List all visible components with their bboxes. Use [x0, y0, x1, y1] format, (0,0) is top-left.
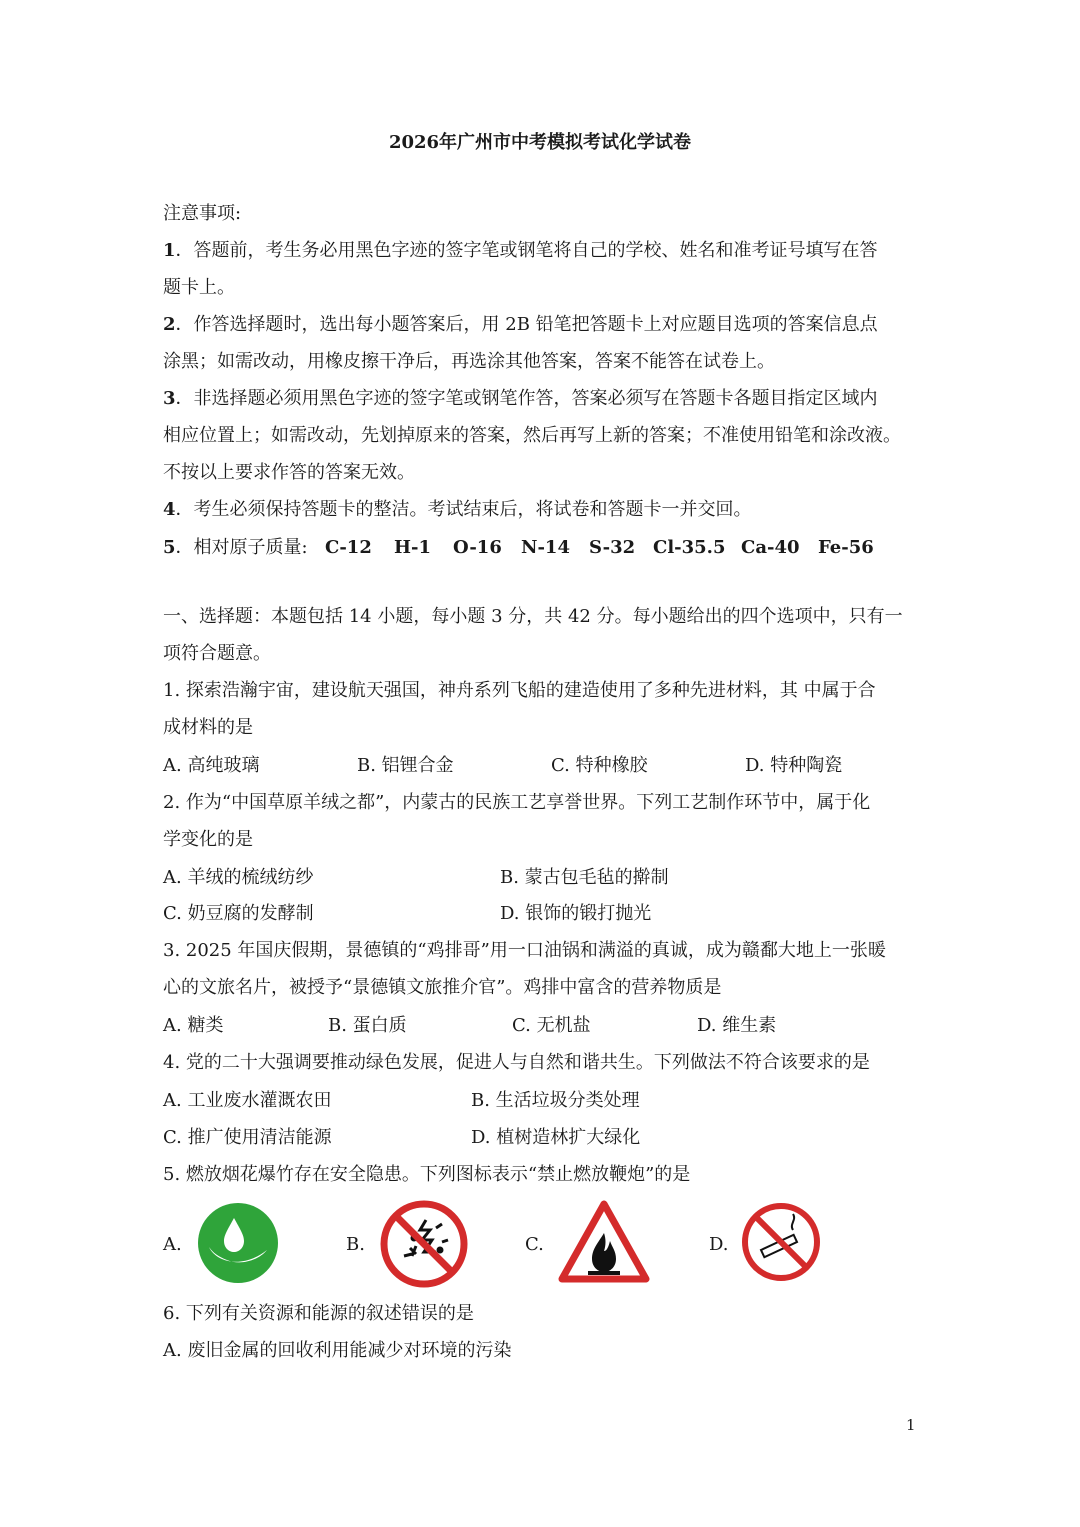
question-3-option-b[interactable]: B. 蛋白质 — [328, 1015, 407, 1036]
note-1-line-2: 题卡上。 — [163, 277, 235, 298]
question-1-line-1: 1. 探索浩瀚宇宙，建设航天强国，神舟系列飞船的建造使用了多种先进材料，其 中属于合 — [163, 680, 876, 701]
note-3-text: 非选择题必须用黑色字迹的签字笔或钢笔作答，答案必须写在答题卡各题目指定区域内 — [193, 388, 878, 409]
question-4-option-d[interactable]: D. 植树造林扩大绿化 — [471, 1127, 641, 1148]
question-1-option-a[interactable]: A. 高纯玻璃 — [163, 755, 260, 776]
note-5-lead: 相对原子质量: — [193, 537, 308, 558]
question-4-line-1: 4. 党的二十大强调要推动绿色发展，促进人与自然和谐共生。下列做法不符合该要求的是 — [163, 1052, 870, 1073]
flammable-warning-icon — [558, 1199, 650, 1285]
note-4-line-1: 4．考生必须保持答题卡的整洁。考试结束后，将试卷和答题卡一并交回。 — [163, 499, 752, 520]
exam-title: 2026年广州市中考模拟考试化学试卷 — [388, 132, 692, 153]
note-2-number: 2 — [163, 314, 176, 335]
note-4-text: 考生必须保持答题卡的整洁。考试结束后，将试卷和答题卡一并交回。 — [193, 499, 752, 520]
note-2-line-1: 2．作答选择题时，选出每小题答案后，用 2B 铅笔把答题卡上对应题目选项的答案信息点 — [163, 314, 878, 335]
question-3-option-a[interactable]: A. 糖类 — [163, 1015, 224, 1036]
atomic-mass-c: C-12 — [325, 537, 372, 558]
question-5-label-c: C. — [525, 1234, 544, 1255]
question-5-line-1: 5. 燃放烟花爆竹存在安全隐患。下列图标表示“禁止燃放鞭炮”的是 — [163, 1164, 691, 1185]
note-3-line-3: 不按以上要求作答的答案无效。 — [163, 462, 415, 483]
question-2-option-c[interactable]: C. 奶豆腐的发酵制 — [163, 903, 314, 924]
question-2-line-1: 2. 作为“中国草原羊绒之都”，内蒙古的民族工艺享誉世界。下列工艺制作环节中，属于化 — [163, 792, 871, 813]
notes-heading: 注意事项: — [163, 203, 242, 224]
section-heading-line-1: 一、选择题：本题包括 14 小题，每小题 3 分，共 42 分。每小题给出的四个选项中，只有一 — [163, 606, 903, 627]
no-firecrackers-icon — [380, 1200, 468, 1288]
note-3-line-2: 相应位置上；如需改动，先划掉原来的答案，然后再写上新的答案；不准使用铅笔和涂改液。 — [163, 425, 901, 446]
page-number: 1 — [906, 1416, 916, 1434]
note-1-text: 答题前，考生务必用黑色字迹的签字笔或钢笔将自己的学校、姓名和准考证号填写在答 — [193, 240, 878, 261]
note-5-atomic-masses: 5．相对原子质量: C-12 H-1 O-16 N-14 S-32 Cl-35.5 Ca-40 Fe-56 — [163, 537, 874, 558]
question-5-option-d[interactable] — [741, 1202, 821, 1286]
water-saving-icon — [197, 1202, 279, 1284]
atomic-mass-ca: Ca-40 — [741, 537, 800, 558]
question-3-option-d[interactable]: D. 维生素 — [697, 1015, 777, 1036]
question-1-line-2: 成材料的是 — [163, 717, 253, 738]
question-4-option-c[interactable]: C. 推广使用清洁能源 — [163, 1127, 332, 1148]
note-2-line-2: 涂黑；如需改动，用橡皮擦干净后，再选涂其他答案，答案不能答在试卷上。 — [163, 351, 775, 372]
question-1-option-c[interactable]: C. 特种橡胶 — [551, 755, 648, 776]
atomic-mass-o: O-16 — [453, 537, 502, 558]
note-4-number: 4 — [163, 499, 176, 520]
question-5-label-d: D. — [709, 1234, 729, 1255]
question-2-option-b[interactable]: B. 蒙古包毛毡的擀制 — [500, 867, 669, 888]
question-5-option-a[interactable] — [197, 1202, 279, 1288]
note-1-number: 1 — [163, 240, 176, 261]
question-2-line-2: 学变化的是 — [163, 829, 253, 850]
question-1-option-d[interactable]: D. 特种陶瓷 — [745, 755, 843, 776]
question-1-option-b[interactable]: B. 铝锂合金 — [357, 755, 454, 776]
note-1-line-1: 1．答题前，考生务必用黑色字迹的签字笔或钢笔将自己的学校、姓名和准考证号填写在答 — [163, 240, 878, 261]
note-2-text: 作答选择题时，选出每小题答案后，用 2B 铅笔把答题卡上对应题目选项的答案信息点 — [193, 314, 878, 335]
question-4-option-a[interactable]: A. 工业废水灌溉农田 — [163, 1090, 332, 1111]
question-3-option-c[interactable]: C. 无机盐 — [512, 1015, 591, 1036]
atomic-mass-cl: Cl-35.5 — [653, 537, 726, 558]
question-2-option-a[interactable]: A. 羊绒的梳绒纺纱 — [163, 867, 314, 888]
question-4-option-b[interactable]: B. 生活垃圾分类处理 — [471, 1090, 640, 1111]
atomic-mass-fe: Fe-56 — [818, 537, 874, 558]
question-3-line-1: 3. 2025 年国庆假期，景德镇的“鸡排哥”用一口油锅和满溢的真诚，成为赣鄱大地上一张暖 — [163, 940, 886, 961]
no-smoking-icon — [741, 1202, 821, 1282]
question-2-option-d[interactable]: D. 银饰的锻打抛光 — [500, 903, 652, 924]
question-5-label-a: A. — [163, 1234, 182, 1255]
atomic-mass-h: H-1 — [394, 537, 432, 558]
question-5-option-b[interactable] — [380, 1200, 468, 1292]
note-3-line-1: 3．非选择题必须用黑色字迹的签字笔或钢笔作答，答案必须写在答题卡各题目指定区域内 — [163, 388, 878, 409]
question-6-option-a[interactable]: A. 废旧金属的回收利用能减少对环境的污染 — [163, 1340, 512, 1361]
note-5-number: 5 — [163, 537, 176, 558]
atomic-mass-s: S-32 — [589, 537, 636, 558]
atomic-mass-n: N-14 — [521, 537, 570, 558]
section-heading-line-2: 项符合题意。 — [163, 643, 271, 664]
question-5-option-c[interactable] — [558, 1199, 650, 1289]
note-3-number: 3 — [163, 388, 176, 409]
question-3-line-2: 心的文旅名片，被授予“景德镇文旅推介官”。鸡排中富含的营养物质是 — [163, 977, 722, 998]
question-6-line-1: 6. 下列有关资源和能源的叙述错误的是 — [163, 1303, 474, 1324]
question-5-label-b: B. — [346, 1234, 365, 1255]
